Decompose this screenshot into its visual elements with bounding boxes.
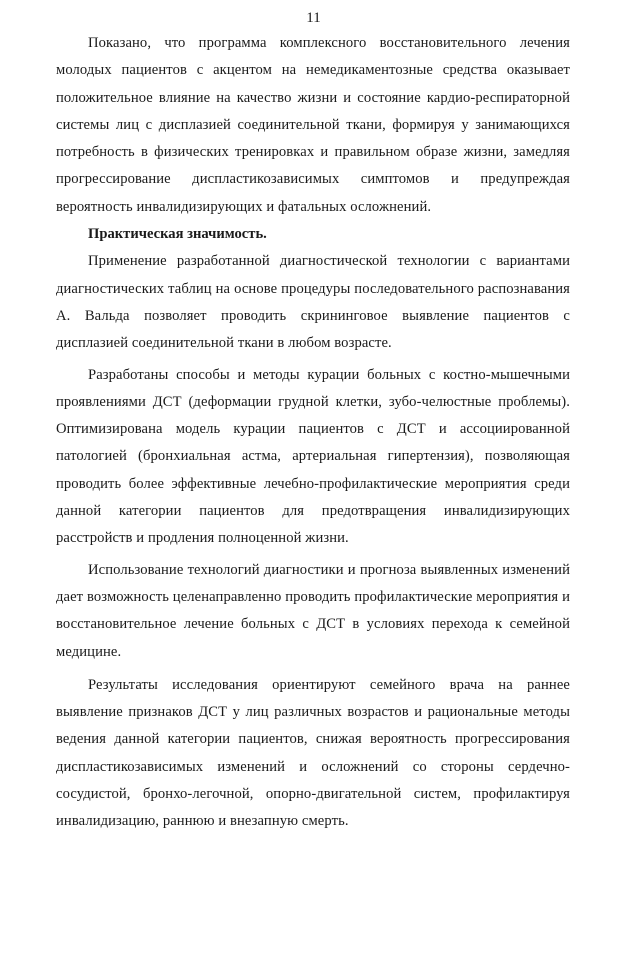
paragraph-research-results: Результаты исследования ориентируют семейного врача на раннее выявление признаков ДСТ у лиц различных возрастов и рациональные методы ведения данной категории пациентов, снижая вероятность прогрессирования диспластикозависимых изменений и осложнений со стороны сердечно-сосудистой, бронхо-легочной, опорно-двигательной систем, профилактируя инвалидизацию, раннюю и внезапную смерть.	[56, 676, 570, 830]
page-number: 11	[306, 10, 321, 26]
paragraph-diagnostics-usage: Использование технологий диагностики и прогноза выявленных изменений дает возможность целенаправленно проводить профилактические мероприятия и восстановительное лечение больных с ДСТ в условиях перехода к семейной медицине.	[56, 561, 570, 660]
paragraph-program-results: Показано, что программа комплексного восстановительного лечения молодых пациентов с акцентом на немедикаментозные средства оказывает положительное влияние на качество жизни и состояние кардио-респираторной системы лиц с дисплазией соединительной ткани, формируя у занимающихся потребность в физических тренировках и правильном образе жизни, замедляя прогрессирование диспластикозависимых симптомов и предупреждая вероятность инвалидизирующих и фатальных осложнений.	[56, 35, 570, 215]
page-content	[56, 30, 570, 836]
heading-practical-significance: Практическая значимость.	[88, 226, 267, 243]
paragraph-curation-methods: Разработаны способы и методы курации больных с костно-мышечными проявлениями ДСТ (деформации грудной клетки, зубо-челюстные проблемы). Оптимизирована модель курации пациентов с ДСТ и ассоциированной патологией (бронхиальная астма, артериальная гипертензия), позволяющая проводить более эффективные лечебно-профилактические мероприятия среди данной категории пациентов для предотвращения инвалидизирующих расстройств и продления полноценной жизни.	[56, 366, 570, 547]
paragraph-diagnostic-technology: Применение разработанной диагностической технологии с вариантами диагностических таблиц на основе процедуры последовательного распознавания А. Вальда позволяет проводить скрининговое выявление пациентов с дисплазией соединительной ткани в любом возрасте.	[56, 253, 570, 352]
